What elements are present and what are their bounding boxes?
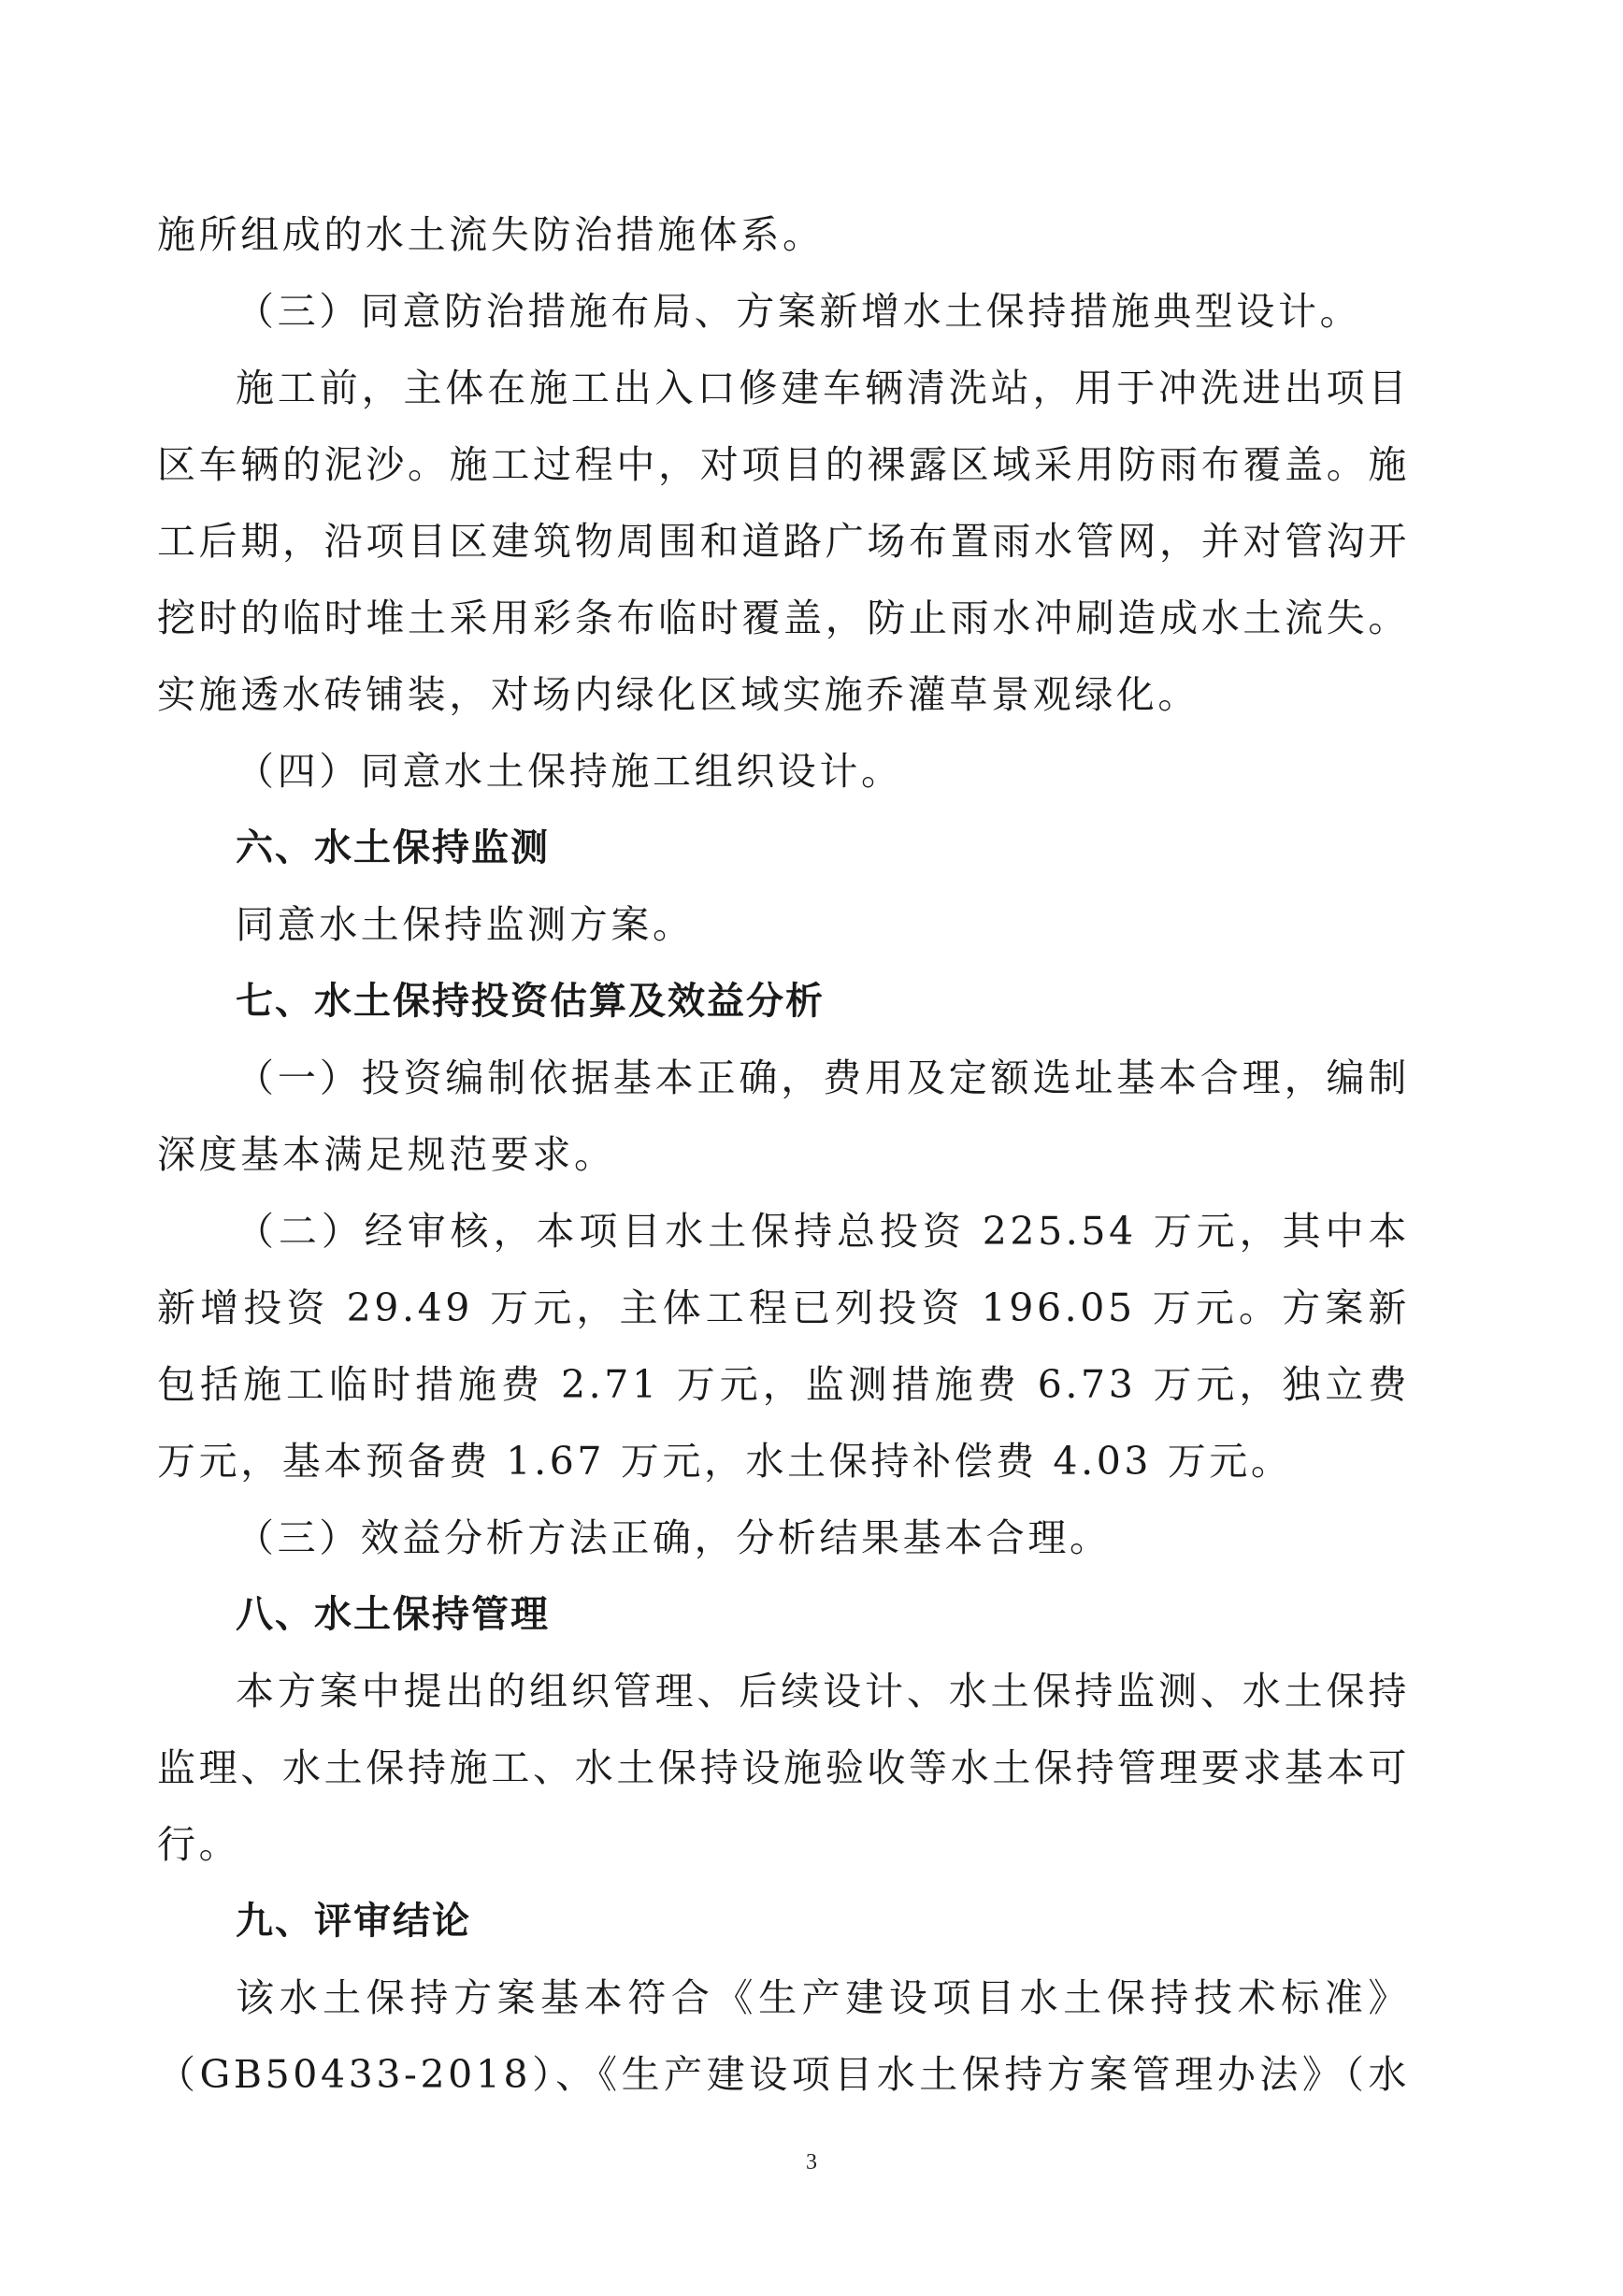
paragraph-line: 深度基本满足规范要求。 bbox=[157, 1132, 616, 1177]
paragraph-line: 本方案中提出的组织管理、后续设计、水土保持监测、水土保持 bbox=[236, 1669, 1410, 1714]
paragraph-line: 包括施工临时措施费 2.71 万元，监测措施费 6.73 万元，独立费 bbox=[157, 1362, 1410, 1407]
page-number: 3 bbox=[806, 2150, 817, 2174]
paragraph-line: （三）同意防治措施布局、方案新增水土保持措施典型设计。 bbox=[236, 289, 1362, 334]
paragraph-line: 新增投资 29.49 万元，主体工程已列投资 196.05 万元。方案新 bbox=[157, 1285, 1410, 1330]
section-heading: 九、评审结论 bbox=[236, 1900, 471, 1943]
paragraph-line: 该水土保持方案基本符合《生产建设项目水土保持技术标准》 bbox=[236, 1975, 1410, 2020]
paragraph-line: （GB50433-2018）、《生产建设项目水土保持方案管理办法》（水 bbox=[157, 2052, 1410, 2097]
paragraph-line: （三）效益分析方法正确，分析结果基本合理。 bbox=[236, 1515, 1112, 1560]
paragraph-line: 同意水土保持监测方案。 bbox=[236, 902, 695, 947]
paragraph-line: 施工前，主体在施工出入口修建车辆清洗站，用于冲洗进出项目 bbox=[236, 366, 1410, 410]
document-body bbox=[157, 196, 1410, 2113]
section-heading: 八、水土保持管理 bbox=[236, 1593, 550, 1636]
paragraph-line: 区车辆的泥沙。施工过程中，对项目的裸露区域采用防雨布覆盖。施 bbox=[157, 442, 1410, 487]
paragraph-line: 工后期，沿项目区建筑物周围和道路广场布置雨水管网，并对管沟开 bbox=[157, 519, 1410, 564]
section-heading: 六、水土保持监测 bbox=[236, 826, 550, 869]
paragraph-line: 实施透水砖铺装，对场内绿化区域实施乔灌草景观绿化。 bbox=[157, 672, 1199, 717]
paragraph-line: 挖时的临时堆土采用彩条布临时覆盖，防止雨水冲刷造成水土流失。 bbox=[157, 596, 1410, 640]
paragraph-line: （一）投资编制依据基本正确，费用及定额选址基本合理，编制 bbox=[236, 1055, 1410, 1100]
paragraph-line: 万元，基本预备费 1.67 万元，水土保持补偿费 4.03 万元。 bbox=[157, 1439, 1293, 1484]
paragraph-line: 施所组成的水土流失防治措施体系。 bbox=[157, 212, 825, 257]
paragraph-line: 行。 bbox=[157, 1822, 241, 1867]
section-heading: 七、水土保持投资估算及效益分析 bbox=[236, 980, 825, 1023]
paragraph-line: （四）同意水土保持施工组织设计。 bbox=[236, 749, 903, 794]
paragraph-line: （二）经审核，本项目水土保持总投资 225.54 万元，其中本 bbox=[236, 1209, 1410, 1254]
paragraph-line: 监理、水土保持施工、水土保持设施验收等水土保持管理要求基本可 bbox=[157, 1745, 1410, 1790]
